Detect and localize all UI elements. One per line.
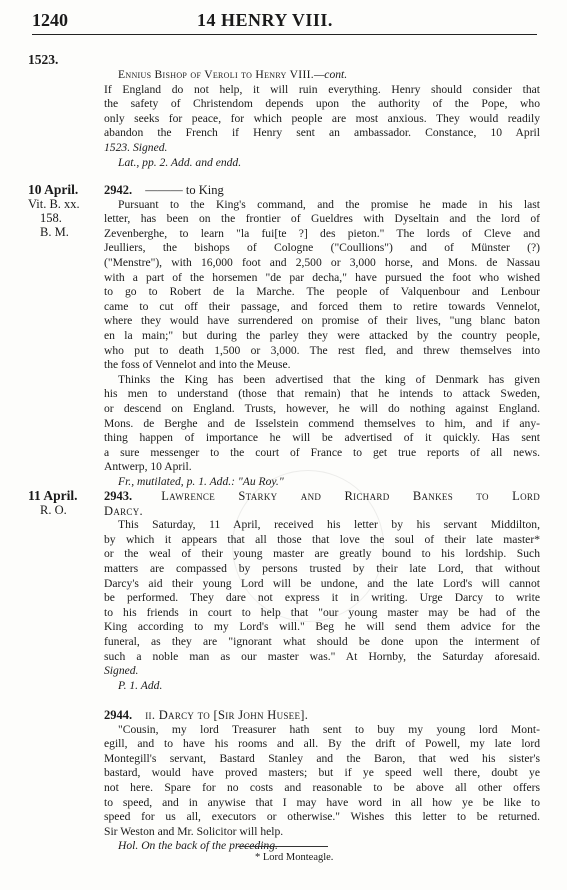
text-line: ("Menstre"), with 16,000 foot and 2,500 or 3,000 horse, and Mons. de Nassau — [104, 255, 540, 269]
margin-2943: 11 April. R. O. — [28, 488, 78, 517]
text-line: Thinks the King has been advertised that the king of Denmark has given — [118, 372, 540, 386]
text-line: not here. Spare for no costs and reasonable to be above all other offers — [104, 780, 540, 794]
text-line: Jeulliers, the bishops of Cologne ("Coullions") and of Münster (?) — [104, 241, 540, 255]
entry-prev-heading: Ennius Bishop of Veroli to Henry VIII.—cont. — [118, 68, 348, 81]
text-line: Antwerp, 10 April. — [104, 460, 192, 474]
text-line: such a noble man as our master was." At Hornby, the Saturday aforesaid. — [104, 649, 540, 663]
entry-note: Hol. On the back of the preceding. — [118, 839, 278, 853]
text-line: matters are compassed by persons trusted by their late Lord, that without — [104, 561, 540, 575]
text-line: Signed. — [104, 664, 139, 678]
text-line: Zevenberghe, to learn "la fui[te ?] des pieton." The lords of Cleve and — [104, 226, 540, 240]
entry-heading-cont: Darcy. — [104, 503, 143, 518]
running-title: 14 HENRY VIII. — [197, 10, 333, 30]
text-line: to his friends in court to help that "our young master may be had of the — [104, 605, 540, 619]
text-line: Pursuant to the King's command, and the promise he made in his last — [118, 197, 540, 211]
footnote-rule — [238, 846, 328, 847]
text-line: or the weal of their young master are greatly bound to his lordship. Such — [104, 547, 540, 561]
entry-heading: 2944. ii. Darcy to [Sir John Husee]. — [104, 708, 309, 722]
footnote: * Lord Monteagle. — [255, 852, 334, 863]
text-line: with a part of the horsemen "de par decha," have pursued the foot who wished — [104, 270, 540, 284]
text-line: letter, has been on the frontier of Gueldres with Dyseltain and the lord of — [104, 212, 540, 226]
entry-2943 — [104, 489, 540, 693]
text-line: be performed. They dare not express it in writing. Urge Darcy to write — [104, 591, 540, 605]
text-line: Montegill's servant, Bastard Stanley and the Baron, that wed his sister's — [104, 751, 540, 765]
text-line: egill, and to have his rooms and all. By the drift of Powell, my late lord — [104, 737, 540, 751]
text-line: Darcy's aid their young Lord will be undone, and the late Lord's will cannot — [104, 576, 540, 590]
text-line: who put to death 1,500 or 3,000. The rest fled, and threw themselves into — [104, 343, 540, 357]
entry-note: Fr., mutilated, p. 1. Add.: "Au Roy." — [118, 474, 284, 488]
text-line: or descend on England. Trusts, however, he will do nothing against England. — [104, 401, 540, 415]
entry-prev — [104, 68, 540, 170]
text-line: King according to my Lord's will." Beg he will send them advice for the — [104, 620, 540, 634]
entry-note: Lat., pp. 2. Add. and endd. — [118, 155, 242, 169]
text-line: "Cousin, my lord Treasurer hath sent to buy my young lord Mont- — [118, 722, 540, 736]
text-line: speed for us all, executors or otherwise." Wishes this letter to be returned. — [104, 810, 540, 824]
text-line: This Saturday, 11 April, received his letter by his servant Middilton, — [118, 518, 540, 532]
entry-note: P. 1. Add. — [118, 678, 163, 692]
text-line: by which it appears that all those that love the soul of their late master* — [104, 532, 540, 546]
text-line: to go to Robert de la Marche. The people of Valquenbour and Lenbour — [104, 285, 540, 299]
text-line: Mons. de Berghe and de Isselstein commend themselves to him, and if any- — [104, 416, 540, 430]
text-line: the safety of Christendom depends upon the authority of the Pope, who — [104, 97, 540, 111]
entry-2944 — [104, 708, 540, 854]
text-line: thing happen of importance he will be advertised of it quickly. Has sent — [104, 431, 540, 445]
text-line: abandon the French if Henry sent an ambassador. Constance, 10 April — [104, 126, 540, 140]
text-line: en la main;" but during the parley they were attacked by the country people, — [104, 328, 540, 342]
text-line: to speed, and in anywise that I may have word in all how ye be like to — [104, 795, 540, 809]
text-line: If England do not help, it will ruin everything. Henry should consider that — [104, 82, 540, 96]
entry-heading: 2943. Lawrence Starky and Richard Bankes to Lord — [104, 489, 540, 503]
text-line: where they would have surrendered on promise of their lives, "ung blanc baton — [104, 314, 540, 328]
text-line: Sir Weston and Mr. Solicitor will help. — [104, 824, 284, 838]
text-line: only seeks for peace, for which people are most anxious. They would readily — [104, 111, 540, 125]
header-rule — [32, 34, 537, 35]
text-line: his men to understand (those that remain) that he intends to attack Sweden, — [104, 387, 540, 401]
margin-2942: 10 April. Vit. B. xx. 158. B. M. — [28, 182, 80, 239]
text-line: the foss of Vennelot and into the Meuse. — [104, 358, 291, 372]
page-number: 1240 — [32, 10, 68, 30]
margin-year: 1523. — [28, 52, 59, 67]
text-line: bastard, would have proved masters; but if ye speed well there, doubt ye — [104, 766, 540, 780]
text-line: a sure messenger to the court of France to get true reports of all news. — [104, 445, 540, 459]
text-line: came to cut off their passage, and forced them to retire towards Vennelot, — [104, 299, 540, 313]
text-line: funeral, as they are "ignorant what should be done upon the interment of — [104, 634, 540, 648]
text-line: 1523. Signed. — [104, 140, 168, 154]
entry-heading: 2942. ——— to King — [104, 183, 224, 197]
entry-2942 — [104, 183, 540, 489]
